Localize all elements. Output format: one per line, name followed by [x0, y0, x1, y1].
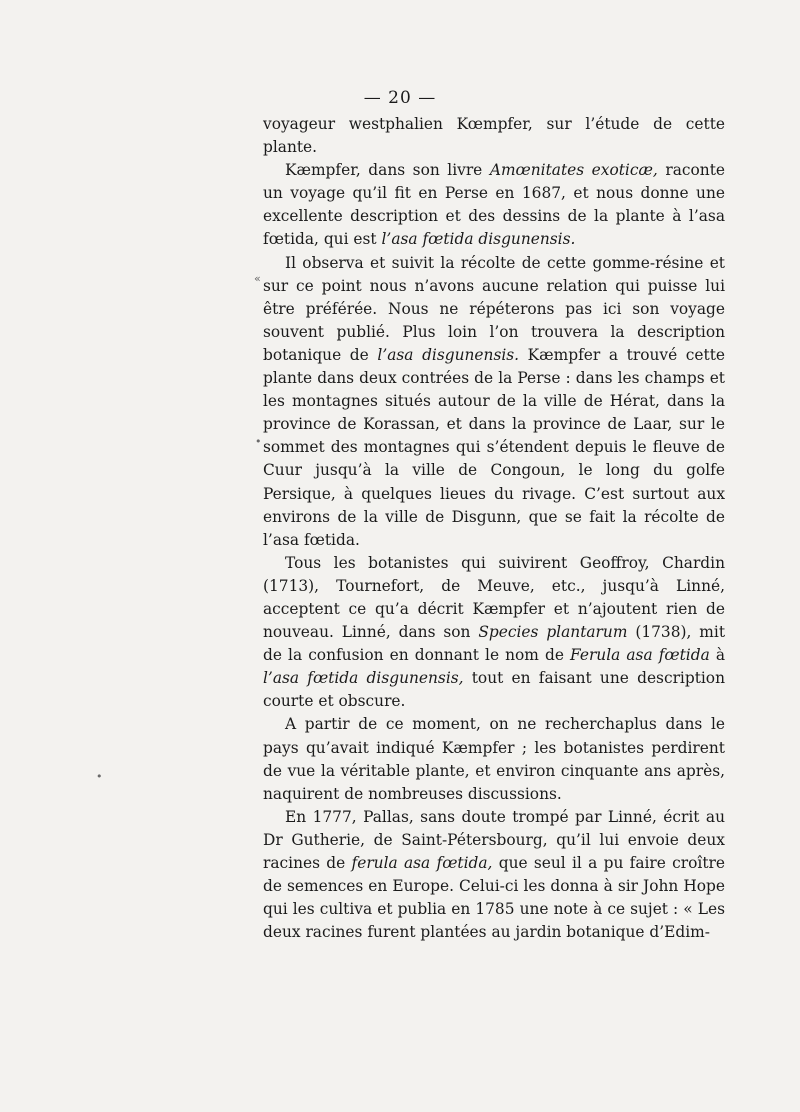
text-run: Kæmpfer, dans son livre — [285, 161, 490, 180]
italic-run: l’asa disgunensis. — [377, 345, 520, 364]
text-run: tout en faisant une description courte et obscure. — [263, 669, 725, 711]
paragraph — [263, 252, 725, 552]
paragraph — [263, 159, 725, 251]
text-run: Il observa et suivit la récolte de cette gomme-résine et sur ce point nous n’avons aucune relation qui puisse lui être préférée. Nous ne répéterons pas ici son voyage souvent publié. Plus loin l’on trouvera la description botanique de — [263, 253, 725, 364]
text-run: à — [709, 646, 725, 665]
italic-run: Species plantarum — [478, 623, 628, 642]
margin-speck: • — [96, 770, 103, 783]
text-run: (1738), mit de la confusion en donnant le nom de — [263, 623, 725, 665]
text-run: En 1777, Pallas, sans doute trompé par Linné, écrit au — [285, 807, 725, 826]
paragraph — [263, 806, 725, 945]
text-run: Dr — [263, 830, 283, 849]
paragraph — [263, 552, 725, 714]
italic-run: l’asa fœtida disgunensis, — [263, 669, 464, 688]
body-text — [263, 113, 725, 944]
text-run: Tous les botanistes qui suivirent Geoffroy, Chardin (1713), Tournefort, de Meuve, etc., jusqu’à Linné, acceptent ce qu’a décrit Kæmpfer et n’ajoutent rien de nouveau. Linné, dans son — [263, 553, 725, 642]
text-run: raconte un voyage qu’il fit en Perse en 1687, et nous donne une excellente description et des dessins de la plante à l’asa fœtida, qui est — [263, 161, 725, 249]
text-run: que seul il a pu faire croître de semences en Europe. Celui-ci les donna à sir John Hope qui les cultiva et publia en 1785 une note à ce sujet : « Les deux racines furent plantées au jardin botanique d’Edim- — [263, 854, 725, 942]
margin-speck: • — [255, 435, 262, 448]
page-number: — 20 — — [363, 88, 437, 108]
text-run: Kæmpfer a trouvé cette plante dans deux contrées de la Perse : dans les champs et les montagnes situés autour de la ville de Hérat, dans la province de Korassan, et dans la province de Laar, sur le sommet des montagnes qui s’étendent depuis le fleuve de Cuur jusqu’à la ville de Congoun, le long du golfe Persique, à quelques lieues du rivage. C’est surtout aux environs de la ville de Disgunn, que se fait la récolte de l’asa fœtida. — [263, 345, 726, 549]
italic-run: ferula asa fœtida, — [351, 854, 493, 872]
text-run: A partir de ce moment, on ne recherchaplus dans le pays qu’avait indiqué Kæmpfer ; les botanistes perdirent de vue la véritable plante, et environ cinquante ans après, naquirent de nombreuses discussions. — [263, 715, 725, 803]
italic-run: Ferula asa fœtida — [570, 646, 710, 665]
text-run: Gutherie, de Saint-Pétersbourg, qu’il lui envoie deux racines de — [263, 830, 725, 872]
italic-run: l’asa fœtida disgunensis. — [381, 230, 576, 249]
italic-run: Amœnitates exoticæ, — [489, 161, 658, 180]
paragraph — [263, 113, 725, 159]
text-run: voyageur westphalien Kœmpfer, sur l’étude de cette plante. — [263, 115, 725, 157]
paragraph — [263, 713, 725, 805]
margin-speck: « — [254, 272, 261, 285]
